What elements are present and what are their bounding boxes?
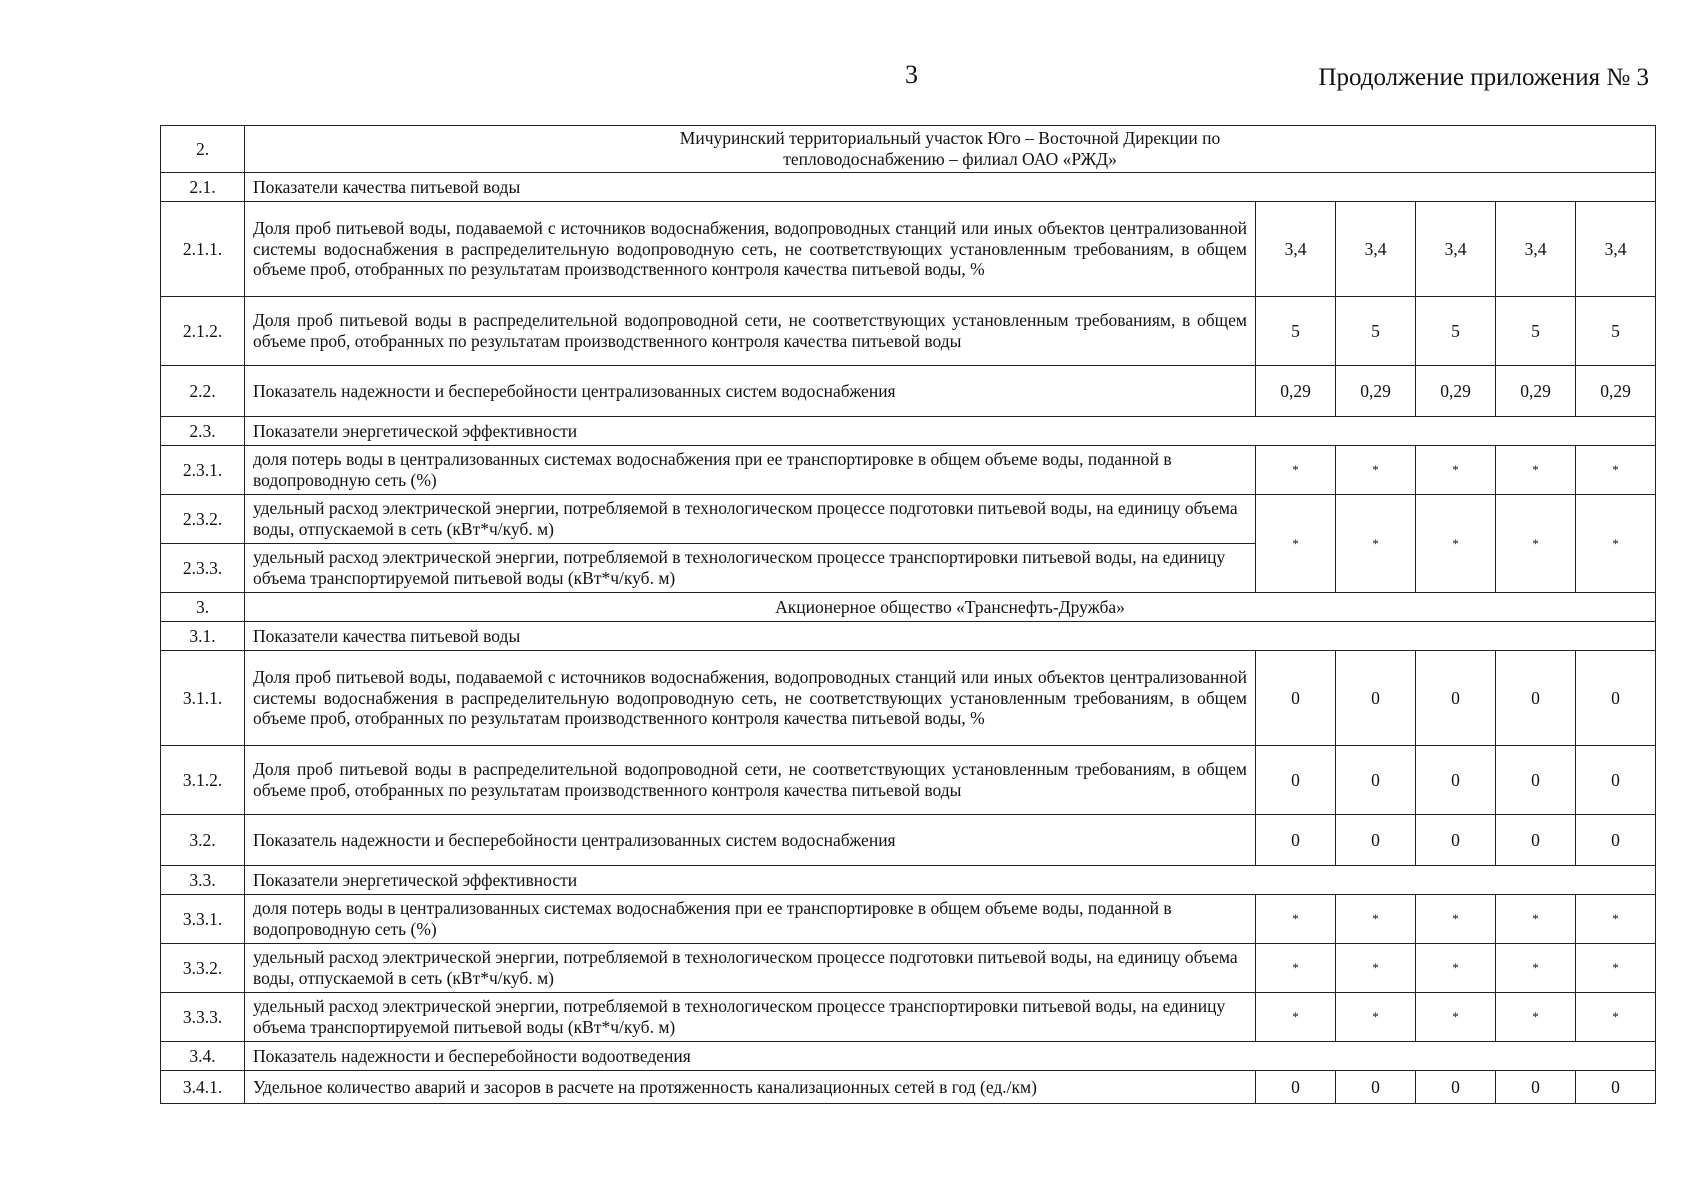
value-cell: 0 <box>1416 651 1496 746</box>
value-cell: 0 <box>1336 651 1416 746</box>
table-row <box>161 895 1656 944</box>
value-cell: * <box>1416 446 1496 495</box>
value-cell: * <box>1416 944 1496 993</box>
value-cell: * <box>1496 993 1576 1042</box>
value-cell: 0,29 <box>1416 366 1496 417</box>
value-cell: * <box>1336 446 1416 495</box>
table-row <box>161 297 1656 366</box>
value-cell: 0 <box>1256 1071 1336 1104</box>
value-cell: 0 <box>1496 1071 1576 1104</box>
group-row <box>161 417 1656 446</box>
value-cell: 5 <box>1336 297 1416 366</box>
row-description: удельный расход электрической энергии, потребляемой в технологическом процессе транспортировки питьевой воды, на единицу объема транспортируемой питьевой воды (кВт*ч/куб. м) <box>245 993 1256 1042</box>
value-cell: 0 <box>1576 651 1656 746</box>
value-cell: 5 <box>1496 297 1576 366</box>
table-row <box>161 446 1656 495</box>
group-number: 2.1. <box>161 173 245 202</box>
value-cell: * <box>1416 895 1496 944</box>
row-number: 2.1.2. <box>161 297 245 366</box>
value-cell: 0,29 <box>1576 366 1656 417</box>
row-number: 2.1.1. <box>161 202 245 297</box>
value-cell: * <box>1336 895 1416 944</box>
value-cell: 0,29 <box>1256 366 1336 417</box>
value-cell: * <box>1576 895 1656 944</box>
section-number: 2. <box>161 126 245 173</box>
value-cell: * <box>1256 944 1336 993</box>
group-number: 3.4. <box>161 1042 245 1071</box>
row-description: Удельное количество аварий и засоров в расчете на протяженность канализационных сетей в год (ед./км) <box>245 1071 1256 1104</box>
group-title: Показатель надежности и бесперебойности водоотведения <box>245 1042 1656 1071</box>
table-row <box>161 746 1656 815</box>
row-number: 3.3.3. <box>161 993 245 1042</box>
group-number: 2.3. <box>161 417 245 446</box>
row-number: 2.2. <box>161 366 245 417</box>
value-cell: * <box>1496 895 1576 944</box>
value-cell: 0 <box>1416 815 1496 866</box>
section-row <box>161 126 1656 173</box>
value-cell: * <box>1336 495 1416 593</box>
value-cell: 0 <box>1576 1071 1656 1104</box>
value-cell: * <box>1576 446 1656 495</box>
value-cell: * <box>1496 446 1576 495</box>
row-number: 2.3.3. <box>161 544 245 593</box>
group-row <box>161 173 1656 202</box>
value-cell: 0 <box>1256 746 1336 815</box>
section-row <box>161 593 1656 622</box>
row-description: доля потерь воды в централизованных системах водоснабжения при ее транспортировке в общем объеме воды, поданной в водопроводную сеть (%) <box>245 446 1256 495</box>
row-number: 3.3.2. <box>161 944 245 993</box>
row-number: 3.3.1. <box>161 895 245 944</box>
table-row <box>161 993 1656 1042</box>
value-cell: 0 <box>1336 1071 1416 1104</box>
value-cell: * <box>1576 495 1656 593</box>
table-row <box>161 202 1656 297</box>
group-title: Показатели энергетической эффективности <box>245 866 1656 895</box>
row-number: 3.1.2. <box>161 746 245 815</box>
value-cell: 3,4 <box>1576 202 1656 297</box>
value-cell: 0,29 <box>1496 366 1576 417</box>
section-number: 3. <box>161 593 245 622</box>
value-cell: * <box>1496 495 1576 593</box>
group-title: Показатели энергетической эффективности <box>245 417 1656 446</box>
value-cell: 3,4 <box>1496 202 1576 297</box>
value-cell: * <box>1416 993 1496 1042</box>
value-cell: 0,29 <box>1336 366 1416 417</box>
value-cell: 0 <box>1256 815 1336 866</box>
row-number: 2.3.1. <box>161 446 245 495</box>
group-number: 3.3. <box>161 866 245 895</box>
value-cell: 0 <box>1416 746 1496 815</box>
row-description: удельный расход электрической энергии, потребляемой в технологическом процессе подготовки питьевой воды, на единицу объема воды, отпускаемой в сеть (кВт*ч/куб. м) <box>245 944 1256 993</box>
value-cell: 5 <box>1256 297 1336 366</box>
value-cell: * <box>1336 993 1416 1042</box>
value-cell: * <box>1256 993 1336 1042</box>
row-description: Доля проб питьевой воды в распределительной водопроводной сети, не соответствующих установленным требованиям, в общем объеме проб, отобранных по результатам производственного контроля качества питьевой воды <box>245 297 1256 366</box>
row-number: 3.2. <box>161 815 245 866</box>
group-row <box>161 866 1656 895</box>
group-title: Показатели качества питьевой воды <box>245 173 1656 202</box>
value-cell: * <box>1576 993 1656 1042</box>
value-cell: 0 <box>1256 651 1336 746</box>
value-cell: * <box>1256 446 1336 495</box>
value-cell: 0 <box>1336 815 1416 866</box>
value-cell: 0 <box>1496 746 1576 815</box>
value-cell: 0 <box>1496 651 1576 746</box>
value-cell: 0 <box>1416 1071 1496 1104</box>
value-cell: 0 <box>1576 815 1656 866</box>
table-row <box>161 495 1656 544</box>
table-row <box>161 366 1656 417</box>
table-row <box>161 1071 1656 1104</box>
group-title: Показатели качества питьевой воды <box>245 622 1656 651</box>
indicators-table <box>160 125 1656 1104</box>
value-cell: * <box>1336 944 1416 993</box>
group-number: 3.1. <box>161 622 245 651</box>
row-description: удельный расход электрической энергии, потребляемой в технологическом процессе подготовки питьевой воды, на единицу объема воды, отпускаемой в сеть (кВт*ч/куб. м) <box>245 495 1256 544</box>
value-cell: * <box>1416 495 1496 593</box>
value-cell: 3,4 <box>1336 202 1416 297</box>
row-description: Доля проб питьевой воды в распределительной водопроводной сети, не соответствующих установленным требованиям, в общем объеме проб, отобранных по результатам производственного контроля качества питьевой воды <box>245 746 1256 815</box>
appendix-title: Продолжение приложения № 3 <box>1318 64 1649 91</box>
table-row <box>161 944 1656 993</box>
section-title: Акционерное общество «Транснефть-Дружба» <box>245 593 1656 622</box>
value-cell: * <box>1576 944 1656 993</box>
row-description: Доля проб питьевой воды, подаваемой с источников водоснабжения, водопроводных станций или иных объектов централизованной системы водоснабжения в распределительную водопроводную сеть, не соответствующих установленным требованиям, в общем объеме проб, отобранных по результатам производственного контроля качества питьевой воды, % <box>245 202 1256 297</box>
value-cell: * <box>1256 495 1336 593</box>
table-row <box>161 815 1656 866</box>
row-description: Доля проб питьевой воды, подаваемой с источников водоснабжения, водопроводных станций или иных объектов централизованной системы водоснабжения в распределительную водопроводную сеть, не соответствующих установленным требованиям, в общем объеме проб, отобранных по результатам производственного контроля качества питьевой воды, % <box>245 651 1256 746</box>
value-cell: * <box>1256 895 1336 944</box>
section-title: Мичуринский территориальный участок Юго – Восточной Дирекции по тепловодоснабжению – филиал ОАО «РЖД» <box>245 126 1656 173</box>
row-number: 3.4.1. <box>161 1071 245 1104</box>
value-cell: * <box>1496 944 1576 993</box>
value-cell: 0 <box>1336 746 1416 815</box>
value-cell: 5 <box>1576 297 1656 366</box>
row-description: удельный расход электрической энергии, потребляемой в технологическом процессе транспортировки питьевой воды, на единицу объема транспортируемой питьевой воды (кВт*ч/куб. м) <box>245 544 1256 593</box>
row-description: Показатель надежности и бесперебойности централизованных систем водоснабжения <box>245 366 1256 417</box>
row-description: Показатель надежности и бесперебойности централизованных систем водоснабжения <box>245 815 1256 866</box>
group-row <box>161 622 1656 651</box>
page-number: 3 <box>905 60 918 89</box>
row-number: 3.1.1. <box>161 651 245 746</box>
row-number: 2.3.2. <box>161 495 245 544</box>
value-cell: 3,4 <box>1416 202 1496 297</box>
row-description: доля потерь воды в централизованных системах водоснабжения при ее транспортировке в общем объеме воды, поданной в водопроводную сеть (%) <box>245 895 1256 944</box>
value-cell: 0 <box>1576 746 1656 815</box>
value-cell: 5 <box>1416 297 1496 366</box>
value-cell: 0 <box>1496 815 1576 866</box>
table-row <box>161 651 1656 746</box>
value-cell: 3,4 <box>1256 202 1336 297</box>
group-row <box>161 1042 1656 1071</box>
